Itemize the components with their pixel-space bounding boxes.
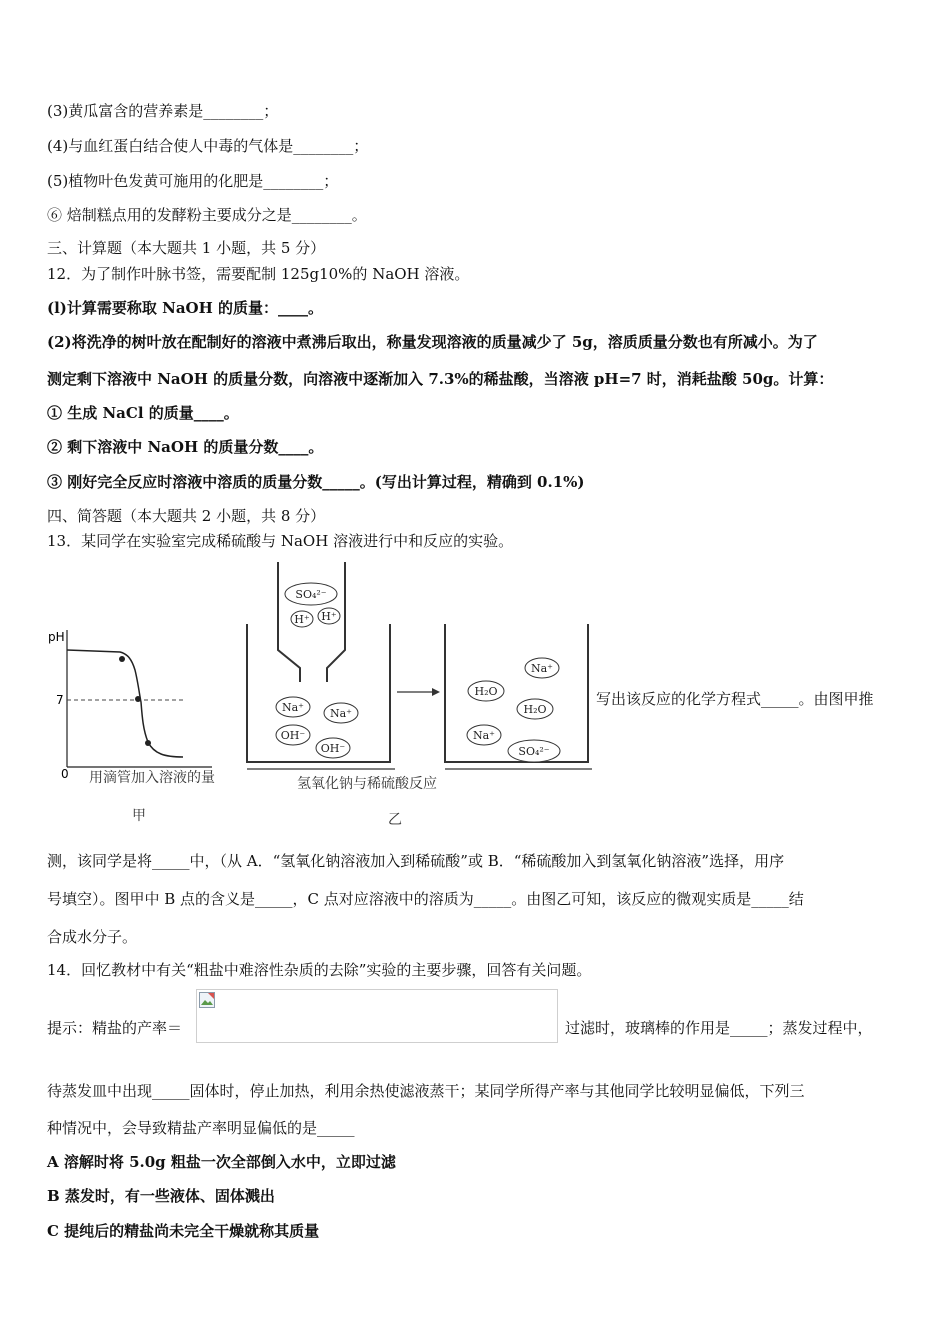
q12-part-1: (l)计算需要称取 NaOH 的质量：____。 — [47, 299, 324, 317]
q11-line-5: (5)植物叶色发黄可施用的化肥是________； — [47, 172, 339, 190]
ion-h-drop-1: H⁺ — [294, 613, 310, 626]
q13-stem: 13．某同学在实验室完成稀硫酸与 NaOH 溶液进行中和反应的实验。 — [47, 532, 514, 550]
ph-curve-figure — [40, 620, 240, 830]
section-3-heading: 三、计算题（本大题共 1 小题，共 5 分） — [47, 239, 326, 257]
beaker-left — [247, 624, 390, 762]
ion-na-right-2: Na⁺ — [473, 729, 495, 742]
beaker-right — [445, 624, 588, 762]
q12-stem: 12．为了制作叶脉书签，需要配制 125g10%的 NaOH 溶液。 — [47, 265, 470, 283]
q12-sub-3: ③ 刚好完全反应时溶液中溶质的质量分数_____。(写出计算过程，精确到 0.1%) — [47, 473, 585, 491]
origin-label: 0 — [61, 767, 69, 781]
q13-line-3: 号填空）。图甲中 B 点的含义是_____，C 点对应溶液中的溶质为_____。由图乙可知，该反应的微观实质是_____结 — [47, 890, 804, 908]
q14-line-2: 待蒸发皿中出现_____固体时，停止加热，利用余热使滤液蒸干；某同学所得产率与其他同学比较明显偏低，下列三 — [47, 1082, 805, 1100]
q14-option-b: B 蒸发时，有一些液体、固体溅出 — [47, 1187, 275, 1205]
curve-point-b — [135, 696, 141, 702]
tick-7: 7 — [56, 693, 64, 707]
q14-stem: 14．回忆教材中有关“粗盐中难溶性杂质的去除”实验的主要步骤，回答有关问题。 — [47, 961, 592, 979]
ion-h-drop-2: H⁺ — [321, 610, 337, 623]
q12-part-2a: (2)将洗净的树叶放在配制好的溶液中煮沸后取出，称量发现溶液的质量减少了 5g，溶质质量分数也有所减小。为了 — [47, 333, 818, 351]
ion-oh-left-2: OH⁻ — [320, 742, 346, 755]
ion-na-left-2: Na⁺ — [330, 707, 352, 720]
q11-line-3: (3)黄瓜富含的营养素是________； — [47, 102, 279, 120]
ion-na-right-1: Na⁺ — [531, 662, 553, 675]
q13-line-4: 合成水分子。 — [47, 928, 138, 946]
q12-sub-1: ① 生成 NaCl 的质量____。 — [47, 404, 239, 422]
figure-label-yi: 氢氧化钠与稀硫酸反应 — [297, 776, 437, 792]
molecule-water-2: H₂O — [523, 703, 547, 716]
q14-line-3: 种情况中，会导致精盐产率明显偏低的是_____ — [47, 1119, 355, 1137]
q13-line-2: 测，该同学是将_____中，（从 A．“氢氧化钠溶液加入到稀硫酸”或 B．“稀硫酸加入到氢氧化钠溶液”选择，用序 — [47, 852, 785, 870]
q11-line-4: (4)与血红蛋白结合使人中毒的气体是________； — [47, 137, 369, 155]
q14-option-c: C 提纯后的精盐尚未完全干燥就称其质量 — [47, 1222, 320, 1240]
q12-sub-2: ② 剩下溶液中 NaOH 的质量分数____。 — [47, 438, 324, 456]
q13-side-text: 写出该反应的化学方程式_____。由图甲推 — [596, 690, 874, 708]
ion-oh-left-1: OH⁻ — [280, 729, 306, 742]
q12-part-2b: 测定剩下溶液中 NaOH 的质量分数，向溶液中逐渐加入 7.3%的稀盐酸，当溶液 pH=7 时，消耗盐酸 50g。计算： — [47, 370, 834, 388]
curve-point-a — [119, 656, 125, 662]
figure-caption-jia: 甲 — [132, 808, 146, 824]
figure-caption-yi: 乙 — [388, 812, 402, 828]
q14-hint: 提示：精盐的产率＝ — [47, 1019, 183, 1037]
ph-curve — [67, 650, 183, 757]
x-axis-label: 用滴管加入溶液的量 — [89, 770, 215, 786]
beaker-reaction-figure — [240, 562, 600, 832]
section-4-heading: 四、简答题（本大题共 2 小题，共 8 分） — [47, 507, 326, 525]
arrow-head — [432, 688, 440, 696]
ion-na-left-1: Na⁺ — [282, 701, 304, 714]
ion-sulfate-right: SO₄²⁻ — [518, 745, 550, 758]
curve-point-c — [145, 740, 151, 746]
q14-after-image: 过滤时，玻璃棒的作用是_____；蒸发过程中， — [565, 1019, 873, 1037]
y-axis-label: pH — [48, 630, 65, 644]
ion-sulfate-drop: SO₄²⁻ — [295, 588, 327, 601]
q14-option-a: A 溶解时将 5.0g 粗盐一次全部倒入水中，立即过滤 — [47, 1153, 396, 1171]
q11-line-6: ⑥ 焙制糕点用的发酵粉主要成分之是________。 — [47, 206, 367, 224]
molecule-water-1: H₂O — [474, 685, 498, 698]
formula-image-placeholder — [196, 989, 558, 1043]
broken-image-icon — [199, 992, 215, 1008]
